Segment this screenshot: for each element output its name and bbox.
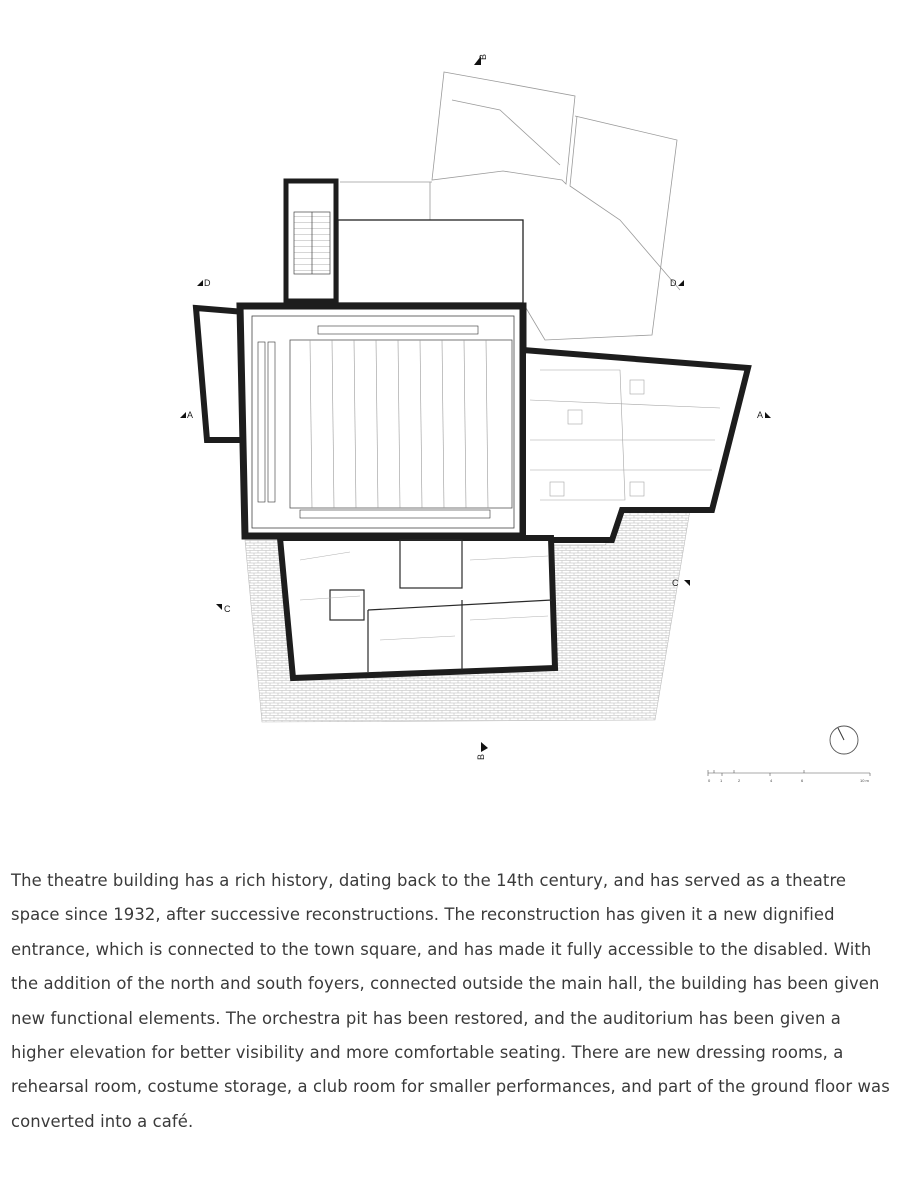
south-block — [280, 538, 555, 678]
scale-tick-6: 6 — [801, 778, 804, 783]
section-label-c-right: C — [672, 578, 679, 588]
section-label-c-left: C — [224, 604, 231, 614]
scale-tick-1: 1 — [720, 778, 723, 783]
main-hall — [240, 306, 523, 536]
east-foyer — [523, 350, 748, 540]
section-label-d-right: D — [670, 278, 677, 288]
scale-tick-10: 10 m — [860, 778, 869, 783]
section-label-b-top: B — [478, 53, 488, 60]
section-label-a-right: A — [757, 410, 764, 420]
section-label-b-bottom: B — [476, 753, 486, 760]
scale-tick-0: 0 — [708, 778, 711, 783]
stair-tower — [286, 181, 523, 303]
scale-tick-2: 2 — [738, 778, 741, 783]
description-paragraph: The theatre building has a rich history, dating back to the 14th century, and has served as a theatre space since 1932, after successive reconstructions. The reconstruction has given it a new dignified entrance, which is connected to the town square, and has made it fully accessible to the disabled. With the addition of the north and south foyers, connected outside the main hall, the building has been given new functional elements. The orchestra pit has been restored, and the auditorium has been given a higher elevation for better visibility and more comfortable seating. There are new dressing rooms, a rehearsal room, costume storage, a club room for smaller performances, and part of the ground floor was converted into a café. — [11, 871, 890, 1131]
scale-bar — [708, 770, 870, 783]
section-label-a-left: A — [187, 410, 194, 420]
north-arrow-icon — [830, 726, 858, 754]
section-label-d-left: D — [204, 278, 211, 288]
scale-tick-4: 4 — [770, 778, 773, 783]
